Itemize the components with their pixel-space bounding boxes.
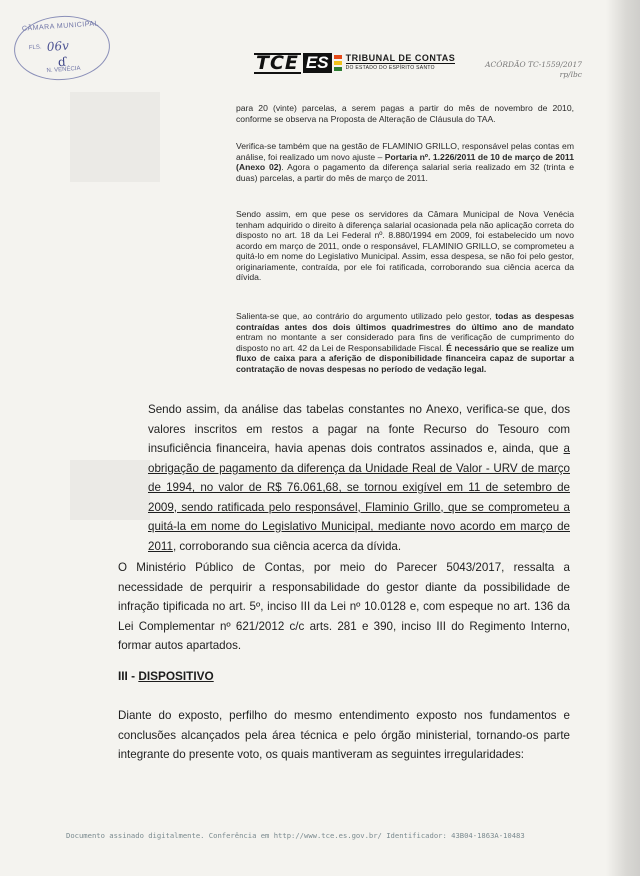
quote-paragraph-2 — [236, 141, 574, 183]
paragraph-dispositivo: Diante do exposto, perfilho do mesmo entendimento exposto nos fundamentos e conclusões alcançados pela área técnica e pelo órgão ministerial, tornando-os parte integrante do presente voto, os quais mantiveram as seguintes irregularidades: — [118, 709, 570, 761]
bleed-through-mark — [70, 92, 160, 182]
logo-stripe — [334, 55, 342, 59]
paragraph-analysis-end: , corroborando sua ciência acerca da dívida. — [172, 539, 402, 553]
quote-paragraph-1: para 20 (vinte) parcelas, a serem pagas a partir do mês de novembro de 2010, conforme se observa na Proposta de Alteração de Cláusula do TAA. — [236, 103, 574, 124]
stamp-folio-label: FLS. — [28, 44, 42, 52]
quote-2-text-end: . Agora o pagamento da diferença salarial seria realizado em 32 (trinta e duas) parcelas, a partir do mês de março de 2011. — [236, 162, 574, 183]
reference-initials: rp/lbc — [559, 70, 582, 79]
logo-stripe — [334, 61, 342, 65]
paragraph-analysis-text: Sendo assim, da análise das tabelas constantes no Anexo, verifica-se que, dos valores inscritos em restos a pagar na fonte Recurso do Tesouro com insuficiência financeira, havia apenas dois contratos assinados e, ainda, que — [148, 403, 570, 455]
section-heading — [118, 669, 214, 683]
page-edge-shadow — [606, 0, 640, 876]
logo-es-text: ES — [303, 53, 332, 73]
quote-4-bold: todas as despesas contraídas antes dos dois últimos quadrimestres do último ano de mandato — [236, 311, 575, 332]
quote-4-text-mid: entram no montante a ser considerado para fins de verificação de cumprimento do disposto no art. 42 da Lei de Responsabilidade Fiscal. — [236, 332, 574, 353]
quote-paragraph-3: Sendo assim, em que pese os servidores da Câmara Municipal de Nova Venécia tenham adquirido o direito à diferença salarial ocasionada pela não aplicação correta do disposto no art. 18 da Lei Federal nº. 8.880/1994 em 2009, foi estabelecido um novo acordo em março de 2011, onde o responsável, FLAMINIO GRILLO, se comprometeu a quitá-lo em nome do Legislativo Municipal. Assim, essa despesa, se não foi pelo gestor, originariamente, contraída, por ele foi ratificada, corroborando sua ciência acerca da dívida. — [236, 209, 574, 282]
quote-2-bold: Portaria nº. 1.226/2011 de 10 de março de 2011 (Anexo 02) — [236, 151, 574, 172]
stamp-top-text: CÂMARA MUNICIPAL — [21, 20, 100, 33]
stamp-bottom-text: N. VENÉCIA — [46, 65, 81, 75]
logo-line-2: DO ESTADO DO ESPÍRITO SANTO — [346, 63, 456, 73]
document-reference — [485, 60, 582, 80]
quote-paragraph-4 — [236, 311, 574, 374]
logo-stripes-icon — [334, 54, 342, 72]
tce-logo — [254, 52, 455, 74]
section-heading-title: DISPOSITIVO — [138, 669, 214, 683]
logo-line-1: TRIBUNAL DE CONTAS — [345, 52, 456, 63]
quote-4-bold-end: É necessário que se realize um fluxo de caixa para a aferição de disponibilidade financeira capaz de suportar a contratação de novas despesas no período de vedação legal. — [236, 342, 574, 374]
logo-stripe — [334, 67, 342, 71]
section-heading-number: III - — [118, 669, 139, 683]
digital-signature-footer: Documento assinado digitalmente. Conferência em http://www.tce.es.gov.br/ Identificador: 43B04-1863A-10483 — [66, 831, 525, 840]
stamp-signature: ɗ — [57, 54, 67, 70]
paragraph-analysis — [148, 400, 570, 556]
bleed-through-mark — [70, 460, 150, 520]
paragraph-ministerio-publico: O Ministério Público de Contas, por meio do Parecer 5043/2017, ressalta a necessidade de perquirir a responsabilidade do gestor diante da possibilidade de infração tipificada no art. 5º, inciso III da Lei nº 10.0128 e, com espeque no art. 136 da Lei Complementar nº 621/2012 c/c arts. 281 e 390, inciso III do Regimento Interno, formar autos apartados. — [118, 561, 570, 652]
stamp-folio-number: 06v — [46, 38, 70, 55]
reference-acordao: ACÓRDÃO TC-1559/2017 — [485, 60, 582, 69]
quote-4-text: Salienta-se que, ao contrário do argumento utilizado pelo gestor, — [236, 311, 496, 321]
logo-caption — [346, 54, 456, 73]
paragraph-analysis-underlined: a obrigação de pagamento da diferença da Unidade Real de Valor - URV de março de 1994, no valor de R$ 76.061,68, se tornou exigível em 11 de setembro de 2009, sendo ratificada pelo responsável, Flaminio Grillo, que se comprometeu a quitá-la em nome do Legislativo Municipal, mediante novo acordo em março de 2011 — [148, 442, 570, 553]
logo-tce-text: TCE — [256, 51, 299, 74]
council-stamp — [12, 13, 112, 84]
quote-2-text: Verifica-se também que na gestão de FLAMINIO GRILLO, responsável pelas contas em análise, foi realizado um novo ajuste – — [236, 141, 574, 162]
